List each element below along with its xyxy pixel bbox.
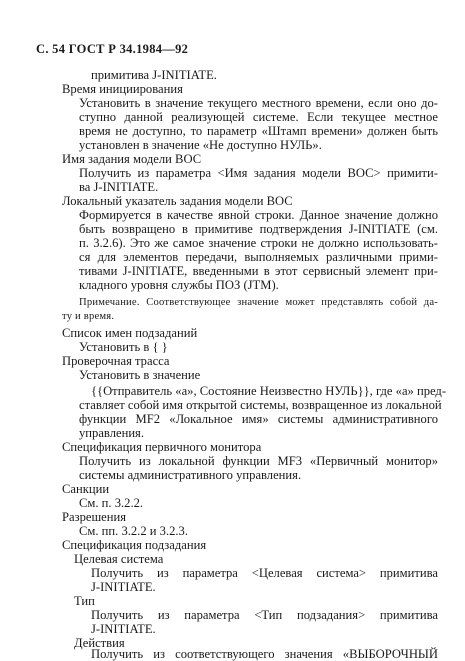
text-line: установлен в значение «Не доступно НУЛЬ».: [79, 138, 322, 152]
section-heading: Проверочная трасса: [62, 354, 170, 368]
subsection-heading: Тип: [74, 594, 95, 608]
text-line: Получить из локальной функции MF3 «Первичный монитор»: [79, 454, 438, 468]
text-line: Формируется в качестве явной строки. Данное значение должно: [79, 208, 438, 222]
section-heading: Список имен подзаданий: [62, 326, 198, 340]
text-line: Получить из параметра <Имя задания модели ВОС> примити-: [79, 166, 438, 180]
text-line: ва J-INITIATE.: [79, 180, 159, 194]
section-heading: Время инициирования: [62, 82, 183, 96]
text-line: ся для элементов передачи, выполняемых различными прими-: [79, 250, 438, 264]
subsection-heading: Действия: [74, 636, 125, 650]
text-line: п. 3.2.6). Это же самое значение строки не должно использовать-: [79, 236, 438, 250]
section-heading: Санкции: [62, 482, 110, 496]
subsection-heading: Целевая система: [74, 552, 164, 566]
text-line: Установить в значение: [79, 368, 201, 382]
page-header: С. 54 ГОСТ Р 34.1984—92: [36, 42, 189, 56]
text-line: ступно данной реализующей системе. Если текущее местное: [79, 110, 438, 124]
text-line: функции MF2 «Локальное имя» системы административного: [79, 412, 438, 426]
section-heading: Разрешения: [62, 510, 127, 524]
section-heading: Спецификация первичного монитора: [62, 440, 262, 454]
section-heading: Имя задания модели ВОС: [62, 152, 202, 166]
text-line: системы административного управления.: [79, 468, 302, 482]
text-line: ставляет собой имя открытой системы, возвращенное из локальной: [79, 398, 442, 412]
text-line: быть возвращено в примитиве подтверждения J-INITIATE (см.: [79, 222, 438, 236]
note-line: ту и время.: [62, 311, 115, 322]
text-line: время не доступно, то параметр «Штамп времени» должен быть: [79, 124, 438, 138]
text-line: Получить из соответствующего значения «ВЫБОРОЧНЫЙ: [91, 647, 438, 661]
text-line: управления.: [79, 426, 144, 440]
text-line: {{Отправитель «а», Состояние Неизвестно НУЛЬ}}, где «а» пред-: [91, 384, 447, 398]
note-line: Примечание. Соответствующее значение может представлять собой да-: [79, 297, 438, 308]
section-heading: Спецификация подзадания: [62, 538, 207, 552]
text-line: См. пп. 3.2.2 и 3.2.3.: [79, 524, 189, 538]
text-line: Получить из параметра <Целевая система> примитива: [91, 566, 438, 580]
text-line: Установить в { }: [79, 340, 168, 354]
text-line: тивами J-INITIATE, введенными в этот сервисный элемент при-: [79, 264, 438, 278]
text-line: См. п. 3.2.2.: [79, 496, 144, 510]
text-line: примитива J-INITIATE.: [91, 68, 217, 82]
text-line: J-INITIATE.: [91, 622, 156, 636]
text-line: кладного уровня службы ПОЗ (JTM).: [79, 278, 279, 292]
text-line: Получить из параметра <Тип подзадания> примитива: [91, 608, 438, 622]
text-line: J-INITIATE.: [91, 580, 156, 594]
text-line: Установить в значение текущего местного времени, если оно до-: [79, 96, 438, 110]
section-heading: Локальный указатель задания модели ВОС: [62, 194, 293, 208]
